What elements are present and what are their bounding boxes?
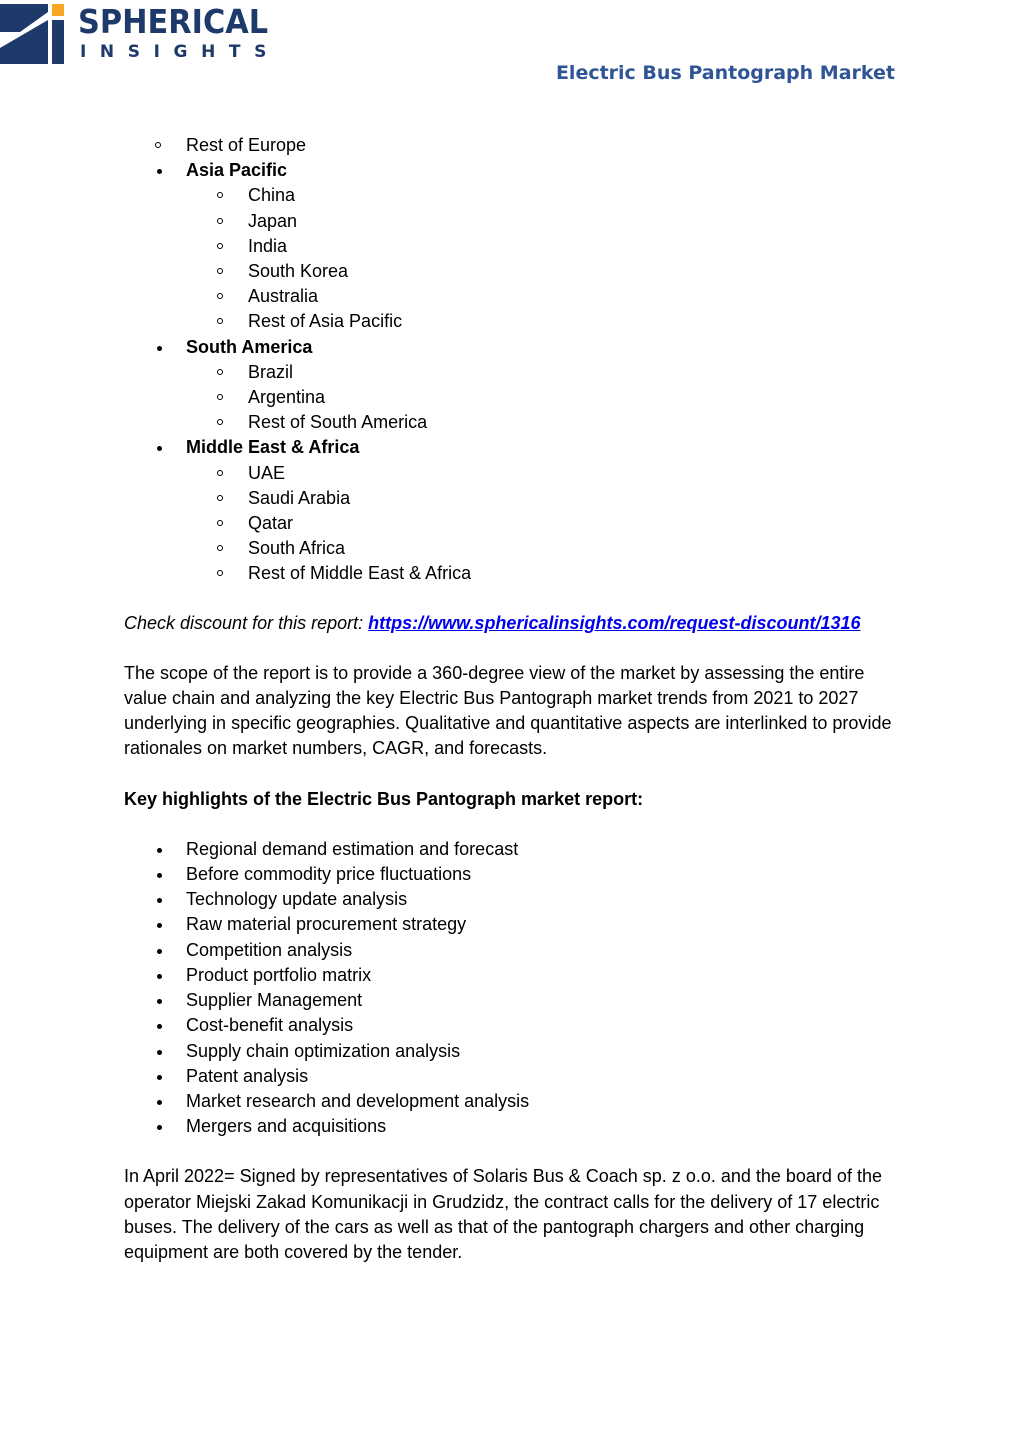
- circle-bullet-icon: [217, 268, 223, 274]
- bullet-icon: [157, 898, 162, 903]
- list-item: India: [186, 234, 899, 259]
- bullet-icon: [157, 999, 162, 1004]
- country-list: [186, 360, 899, 436]
- circle-bullet-icon: [217, 369, 223, 375]
- region-south-america: [124, 335, 899, 436]
- list-item: Before commodity price fluctuations: [124, 862, 899, 887]
- list-item: Cost-benefit analysis: [124, 1013, 899, 1038]
- list-item: Qatar: [186, 511, 899, 536]
- bullet-icon: [157, 848, 162, 853]
- circle-bullet-icon: [217, 293, 223, 299]
- list-item: Product portfolio matrix: [124, 963, 899, 988]
- logo-wordmark-bottom: INSIGHTS: [80, 42, 280, 62]
- list-item: Competition analysis: [124, 938, 899, 963]
- circle-bullet-icon: [155, 142, 161, 148]
- list-item: South Korea: [186, 259, 899, 284]
- bullet-icon: [157, 1075, 162, 1080]
- discount-label: Check discount for this report:: [124, 612, 369, 633]
- circle-bullet-icon: [217, 218, 223, 224]
- list-item: Saudi Arabia: [186, 486, 899, 511]
- bullet-icon: [157, 974, 162, 979]
- list-item: Patent analysis: [124, 1064, 899, 1089]
- country-list: [186, 461, 899, 587]
- list-item: Rest of Europe: [124, 133, 899, 158]
- page-header-title: Electric Bus Pantograph Market: [555, 62, 895, 84]
- country-list: [186, 183, 899, 334]
- news-paragraph: In April 2022= Signed by representatives of Solaris Bus & Coach sp. z o.o. and the board of the operator Miejski Zakad Komunikacji in Grudzidz, the contract calls for the delivery of 17 electric buses. The delivery of the cars as well as that of the pantograph chargers and other charging equipment are both covered by the tender.: [124, 1166, 882, 1262]
- list-item: Raw material procurement strategy: [124, 912, 899, 937]
- list-item: Brazil: [186, 360, 899, 385]
- spherical-insights-logo: [0, 2, 280, 66]
- scope-paragraph: The scope of the report is to provide a 360-degree view of the market by assessing the entire value chain and analyzing the key Electric Bus Pantograph market trends from 2021 to 2027 underlying in specific geographies. Qualitative and quantitative aspects are interlinked to provide rationales on market numbers, CAGR, and forecasts.: [124, 662, 892, 759]
- list-item: Mergers and acquisitions: [124, 1114, 899, 1139]
- list-item: Regional demand estimation and forecast: [124, 837, 899, 862]
- list-item: Japan: [186, 209, 899, 234]
- circle-bullet-icon: [217, 570, 223, 576]
- bullet-icon: [157, 923, 162, 928]
- list-item: Supplier Management: [124, 988, 899, 1013]
- bullet-icon: [157, 1024, 162, 1029]
- circle-bullet-icon: [217, 470, 223, 476]
- circle-bullet-icon: [217, 520, 223, 526]
- discount-link[interactable]: https://www.sphericalinsights.com/request-discount/1316: [368, 612, 861, 633]
- logo-wordmark-top: SPHERICAL: [78, 2, 269, 41]
- list-item: Australia: [186, 284, 899, 309]
- list-item: Technology update analysis: [124, 887, 899, 912]
- circle-bullet-icon: [217, 318, 223, 324]
- bullet-icon: [157, 1100, 162, 1105]
- region-heading: Asia Pacific: [186, 160, 288, 181]
- bullet-icon: [157, 346, 162, 351]
- circle-bullet-icon: [217, 192, 223, 198]
- highlights-heading: Key highlights of the Electric Bus Pantograph market report:: [124, 788, 644, 809]
- circle-bullet-icon: [217, 545, 223, 551]
- list-item: South Africa: [186, 536, 899, 561]
- list-item: Rest of Middle East & Africa: [186, 561, 899, 586]
- bullet-icon: [157, 1050, 162, 1055]
- list-item: UAE: [186, 461, 899, 486]
- region-heading: South America: [186, 336, 313, 357]
- list-item: China: [186, 183, 899, 208]
- circle-bullet-icon: [217, 419, 223, 425]
- region-heading: Middle East & Africa: [186, 437, 360, 458]
- discount-line: [124, 611, 899, 636]
- circle-bullet-icon: [217, 495, 223, 501]
- list-item: Argentina: [186, 385, 899, 410]
- region-middle-east-africa: [124, 435, 899, 586]
- region-asia-pacific: [124, 158, 899, 334]
- bullet-icon: [157, 169, 162, 174]
- circle-bullet-icon: [217, 394, 223, 400]
- bullet-icon: [157, 949, 162, 954]
- list-item: Market research and development analysis: [124, 1089, 899, 1114]
- document-body: [124, 133, 899, 1265]
- bullet-icon: [157, 873, 162, 878]
- highlights-list: [124, 837, 899, 1139]
- europe-sublist: [186, 133, 899, 158]
- list-item: Rest of Asia Pacific: [186, 309, 899, 334]
- list-item: Supply chain optimization analysis: [124, 1039, 899, 1064]
- circle-bullet-icon: [217, 243, 223, 249]
- region-list: [124, 158, 899, 586]
- logo-mark-icon: [0, 4, 68, 66]
- bullet-icon: [157, 1125, 162, 1130]
- list-item: Rest of South America: [186, 410, 899, 435]
- bullet-icon: [157, 446, 162, 451]
